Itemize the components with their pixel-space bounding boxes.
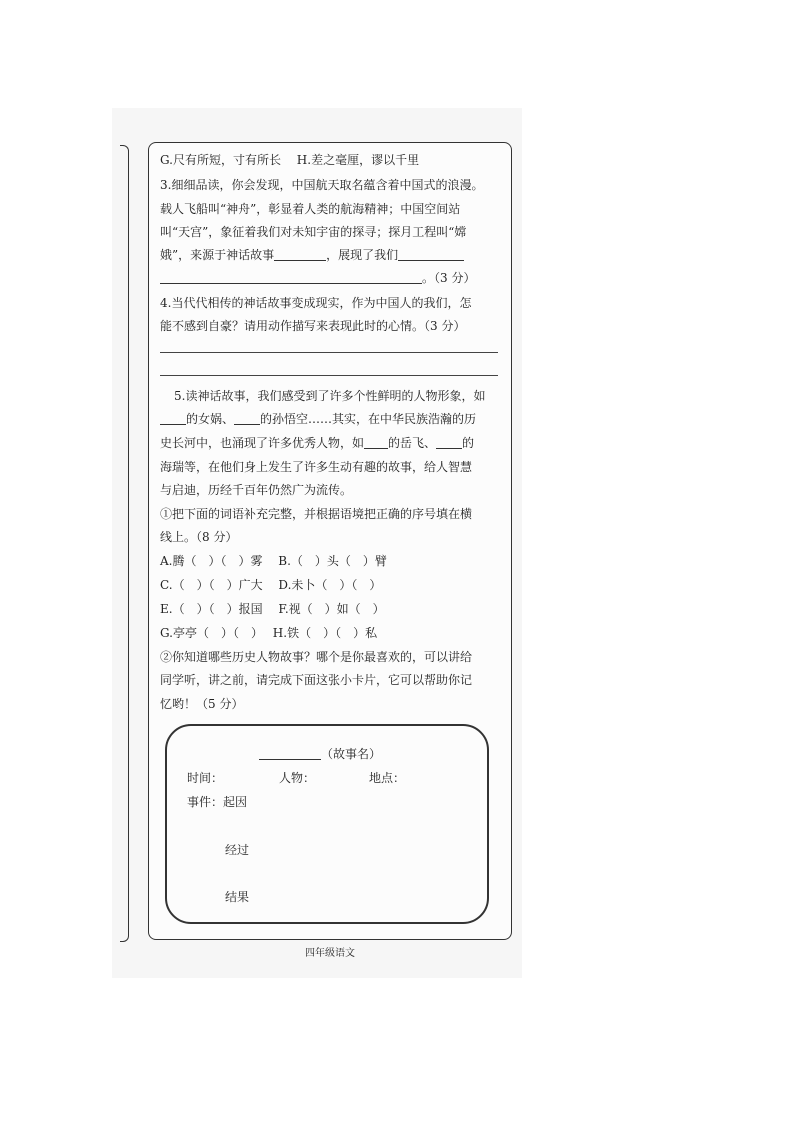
question-3-text-a: 娥”，来源于神话故事 <box>160 248 275 262</box>
question-3-line-2: 载人飞船叫“神舟”，彰显着人类的航海精神；中国空间站 <box>160 202 461 216</box>
question-3-line-5 <box>160 270 475 286</box>
sub-question-2-line-1: ②你知道哪些历史人物故事？哪个是你最喜欢的，可以讲给 <box>160 650 473 664</box>
option-line-gh: G.尺有所短，寸有所长 H.差之毫厘，谬以千里 <box>160 153 420 167</box>
question-3-text-b: ，展现了我们 <box>326 248 399 262</box>
sub-question-2-line-2: 同学听，讲之前，请完成下面这张小卡片，它可以帮助你记 <box>160 673 473 687</box>
question-3-line-4 <box>160 247 464 263</box>
question-5-line-3 <box>160 435 474 451</box>
card-event-label: 事件：起因 <box>187 795 248 809</box>
binding-margin-line <box>120 145 129 942</box>
answer-blank-myth[interactable] <box>274 248 326 261</box>
question-3-line-3: 叫“天宫”，象征着我们对未知宇宙的探寻；探月工程叫“嫦 <box>160 225 467 239</box>
question-5-text-e: 的 <box>462 436 475 450</box>
answer-line-2[interactable] <box>160 375 498 376</box>
question-3-line-1: 3.细细品读，你会发现，中国航天取名蕴含着中国式的浪漫。 <box>160 178 484 192</box>
card-time-label: 时间： <box>187 771 224 785</box>
idiom-row-ab: A.腾（ ）（ ）雾 B.（ ）头（ ）臂 <box>160 554 387 568</box>
answer-blank-long[interactable] <box>160 271 422 284</box>
idiom-row-ef: E.（ ）（ ）报国 F.视（ ）如（ ） <box>160 602 385 616</box>
answer-line-1[interactable] <box>160 352 498 353</box>
card-place-label: 地点： <box>369 771 406 785</box>
answer-blank-hairui[interactable] <box>436 436 462 449</box>
story-card <box>165 724 489 924</box>
story-name-blank[interactable] <box>259 747 321 760</box>
answer-blank-yuefei[interactable] <box>364 436 388 449</box>
question-5-line-5: 与启迪，历经千百年仍然广为流传。 <box>160 483 353 497</box>
sub-question-1-line-1: ①把下面的词语补充完整，并根据语境把正确的序号填在横 <box>160 507 473 521</box>
question-5-line-2 <box>160 411 476 427</box>
idiom-row-gh: G.亭亭（ ）（ ） H.铁（ ）（ ）私 <box>160 626 378 640</box>
sub-question-2-line-3: 忆哟！（5 分） <box>160 697 244 711</box>
answer-blank-nvwa[interactable] <box>160 412 186 425</box>
question-5-text-a: 的女娲、 <box>186 412 235 426</box>
page-footer: 四年级语文 <box>305 948 355 959</box>
question-5-text-c: 史长河中，也涌现了许多优秀人物，如 <box>160 436 365 450</box>
card-title-suffix: （故事名） <box>321 747 382 761</box>
answer-blank-wukong[interactable] <box>234 412 260 425</box>
question-5-line-1: 5.读神话故事，我们感受到了许多个性鲜明的人物形象，如 <box>174 389 486 403</box>
answer-blank-show[interactable] <box>398 248 464 261</box>
card-process-label: 经过 <box>225 843 250 857</box>
idiom-row-cd: C.（ ）（ ）广大 D.未卜（ ）（ ） <box>160 578 382 592</box>
question-5-line-4: 海瑞等，在他们身上发生了许多生动有趣的故事，给人智慧 <box>160 460 473 474</box>
question-4-line-2: 能不感到自豪？请用动作描写来表现此时的心情。（3 分） <box>160 319 466 333</box>
question-5-text-d: 的岳飞、 <box>388 436 437 450</box>
question-4-line-1: 4.当代代相传的神话故事变成现实，作为中国人的我们，怎 <box>160 296 472 310</box>
sub-question-1-line-2: 线上。（8 分） <box>160 530 238 544</box>
card-title <box>259 746 381 762</box>
card-people-label: 人物： <box>279 771 316 785</box>
question-5-text-b: 的孙悟空……其实，在中华民族浩瀚的历 <box>260 412 477 426</box>
card-result-label: 结果 <box>225 890 250 904</box>
question-3-score: 。（3 分） <box>422 271 476 285</box>
